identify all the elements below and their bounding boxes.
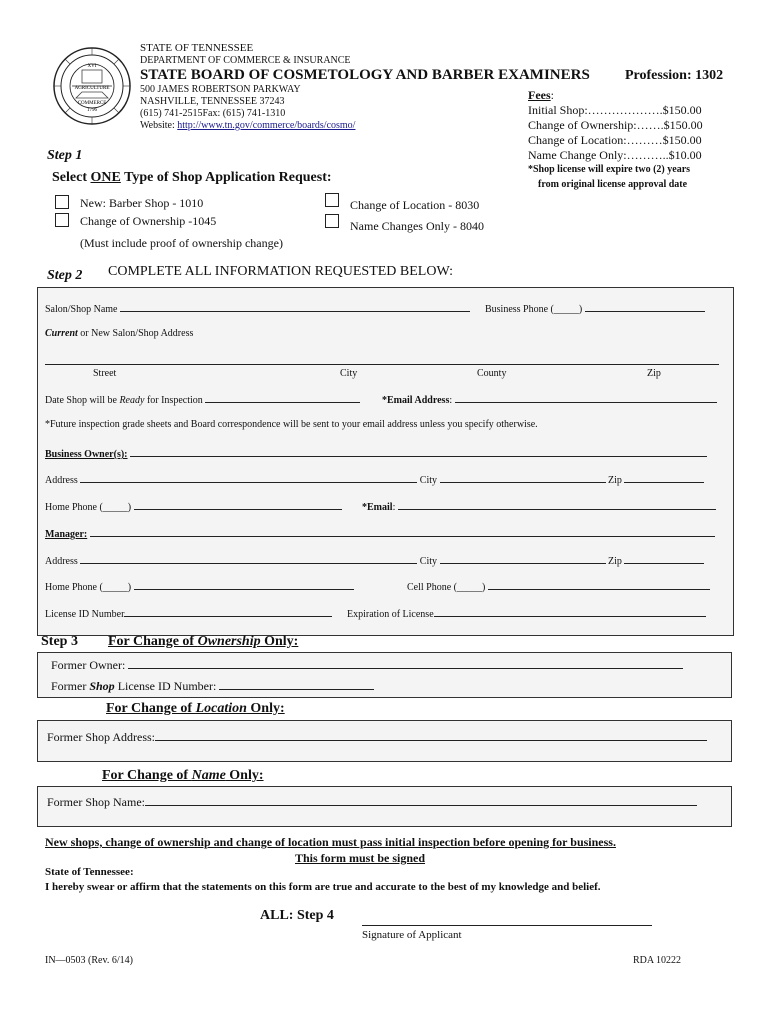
col-county: County	[477, 368, 507, 379]
future-note: *Future inspection grade sheets and Board correspondence will be sent to your email address unless you specify otherwise.	[45, 419, 538, 430]
owner-city-field[interactable]	[440, 472, 606, 483]
manager-cell-phone-label: Cell Phone (_____)	[407, 582, 486, 593]
fees-title: Fees:	[528, 88, 554, 102]
manager-cell-phone-field[interactable]	[488, 579, 710, 590]
col-street: Street	[93, 368, 117, 379]
must-be-signed: This form must be signed	[295, 851, 426, 865]
manager-phone-row	[45, 579, 354, 593]
fee-ownership: Change of Ownership:…….$150.00	[528, 118, 703, 132]
fees-note-1: *Shop license will expire two (2) years	[528, 164, 691, 175]
manager-city-field[interactable]	[440, 553, 606, 564]
manager-home-phone-label: Home Phone (_____)	[45, 582, 132, 593]
header-address1: 500 JAMES ROBERTSON PARKWAY	[140, 84, 301, 95]
checkbox-change-ownership[interactable]	[55, 213, 69, 227]
manager-address-row	[45, 553, 704, 567]
shop-address-field[interactable]	[45, 364, 719, 365]
option-change-ownership-note: (Must include proof of ownership change)	[80, 236, 283, 250]
col-city: City	[340, 368, 358, 379]
form-id: IN—0503 (Rev. 6/14)	[45, 955, 133, 966]
owner-address-field[interactable]	[80, 472, 417, 483]
owner-home-phone-field[interactable]	[134, 499, 342, 510]
state-seal	[52, 46, 132, 126]
business-owners-row	[45, 446, 707, 460]
seal-roman: XVI	[87, 64, 97, 69]
inspection-notice: New shops, change of ownership and change of location must pass initial inspection before opening for business.	[45, 835, 616, 849]
affirmation: I hereby swear or affirm that the statements on this form are true and accurate to the best of my knowledge and belief.	[45, 881, 601, 893]
header-state: STATE OF TENNESSEE	[140, 42, 254, 54]
owner-phone-row	[45, 499, 342, 513]
manager-cell-row	[407, 579, 710, 593]
owner-email-row: *Email:	[362, 499, 716, 513]
website-label: Website:	[140, 120, 175, 131]
col-zip: Zip	[647, 368, 661, 379]
fee-initial: Initial Shop:……………….$150.00	[528, 103, 702, 117]
seal-top-text: AGRICULTURE	[74, 86, 110, 91]
business-phone-label: Business Phone (_____)	[485, 304, 583, 315]
manager-address-field[interactable]	[80, 553, 417, 564]
state-of-tennessee: State of Tennessee:	[45, 866, 134, 878]
owner-address-row	[45, 472, 704, 486]
business-phone-row	[485, 301, 705, 315]
step1-heading: Select ONE Type of Shop Application Request:	[52, 170, 332, 185]
owner-home-phone-label: Home Phone (_____)	[45, 502, 132, 513]
header-website	[140, 120, 355, 131]
manager-home-phone-field[interactable]	[134, 579, 354, 590]
former-license-row	[51, 679, 374, 694]
manager-zip-label: Zip	[608, 556, 622, 567]
expiration-field[interactable]	[434, 606, 706, 617]
salon-name-row	[45, 301, 470, 315]
header-phone: (615) 741-2515Fax: (615) 741-1310	[140, 108, 286, 119]
manager-address-label: Address	[45, 556, 78, 567]
former-owner-label: Former Owner:	[51, 658, 126, 672]
checkbox-change-location[interactable]	[325, 193, 339, 207]
step2-label: Step 2	[47, 268, 83, 283]
email-address-label: *Email Address	[382, 395, 450, 406]
website-link[interactable]: http://www.tn.gov/commerce/boards/cosmo/	[177, 120, 356, 131]
owner-city-label: City	[419, 475, 438, 486]
former-owner-field[interactable]	[128, 658, 683, 669]
business-owners-field[interactable]	[130, 446, 707, 457]
owner-email-label: *Email	[362, 502, 393, 513]
license-id-label: License ID Number	[45, 609, 125, 620]
former-address-label: Former Shop Address:	[47, 730, 155, 744]
option-change-ownership: Change of Ownership -1045	[80, 214, 217, 228]
step2-heading: COMPLETE ALL INFORMATION REQUESTED BELOW:	[108, 264, 454, 279]
former-address-field[interactable]	[155, 730, 707, 741]
former-license-label: Former Shop License ID Number:	[51, 679, 217, 693]
inspection-date-field[interactable]	[205, 392, 360, 403]
signature-label: Signature of Applicant	[362, 929, 462, 941]
owner-zip-label: Zip	[608, 475, 622, 486]
email-address-field[interactable]	[455, 392, 717, 403]
business-phone-field[interactable]	[585, 301, 705, 312]
salon-name-label: Salon/Shop Name	[45, 304, 118, 315]
signature-field[interactable]	[362, 925, 652, 926]
step4-label: ALL: Step 4	[260, 908, 334, 923]
owner-address-label: Address	[45, 475, 78, 486]
email-address-row: *Email Address:	[382, 392, 717, 406]
manager-row	[45, 526, 715, 540]
checkbox-new-barber-shop[interactable]	[55, 195, 69, 209]
option-change-location: Change of Location - 8030	[350, 198, 480, 212]
header-dept: DEPARTMENT OF COMMERCE & INSURANCE	[140, 55, 351, 66]
former-license-field[interactable]	[219, 679, 374, 690]
fee-name: Name Change Only:………..$10.00	[528, 148, 702, 162]
salon-name-field[interactable]	[120, 301, 470, 312]
step3-label: Step 3	[41, 634, 78, 649]
manager-city-label: City	[419, 556, 438, 567]
option-name-change: Name Changes Only - 8040	[350, 219, 484, 233]
shop-address-label: Current or New Salon/Shop Address	[45, 328, 194, 339]
inspection-date-label: Date Shop will be Ready for Inspection	[45, 395, 203, 406]
location-heading: For Change of Location Only:	[106, 701, 285, 716]
former-name-field[interactable]	[145, 795, 697, 806]
manager-zip-field[interactable]	[624, 553, 704, 564]
seal-icon	[52, 46, 132, 126]
seal-year: 1796	[87, 108, 97, 113]
business-owners-label: Business Owner(s):	[45, 449, 128, 460]
license-id-field[interactable]	[124, 606, 332, 617]
former-owner-row	[51, 658, 683, 673]
header-address2: NASHVILLE, TENNESSEE 37243	[140, 96, 285, 107]
seal-bottom-text: COMMERCE	[77, 101, 107, 106]
former-name-row	[47, 795, 697, 810]
former-name-label: Former Shop Name:	[47, 795, 145, 809]
former-address-row	[47, 730, 707, 745]
fees-note-2: from original license approval date	[538, 179, 688, 190]
step1-label: Step 1	[47, 148, 83, 163]
header-board: STATE BOARD OF COSMETOLOGY AND BARBER EXAMINERS	[140, 67, 590, 83]
license-id-row	[45, 606, 332, 620]
ownership-heading: For Change of Ownership Only:	[108, 634, 299, 649]
inspection-date-row	[45, 392, 360, 406]
owner-email-field[interactable]	[398, 499, 716, 510]
name-heading: For Change of Name Only:	[102, 768, 264, 783]
manager-label: Manager:	[45, 529, 88, 540]
fee-location: Change of Location:………$150.00	[528, 133, 702, 147]
expiration-row	[347, 606, 706, 620]
rda-number: RDA 10222	[633, 955, 682, 966]
owner-zip-field[interactable]	[624, 472, 704, 483]
manager-field[interactable]	[90, 526, 715, 537]
expiration-label: Expiration of License	[347, 609, 434, 620]
header-profession: Profession: 1302	[625, 68, 724, 83]
option-new-barber-shop: New: Barber Shop - 1010	[80, 196, 204, 210]
checkbox-name-change[interactable]	[325, 214, 339, 228]
